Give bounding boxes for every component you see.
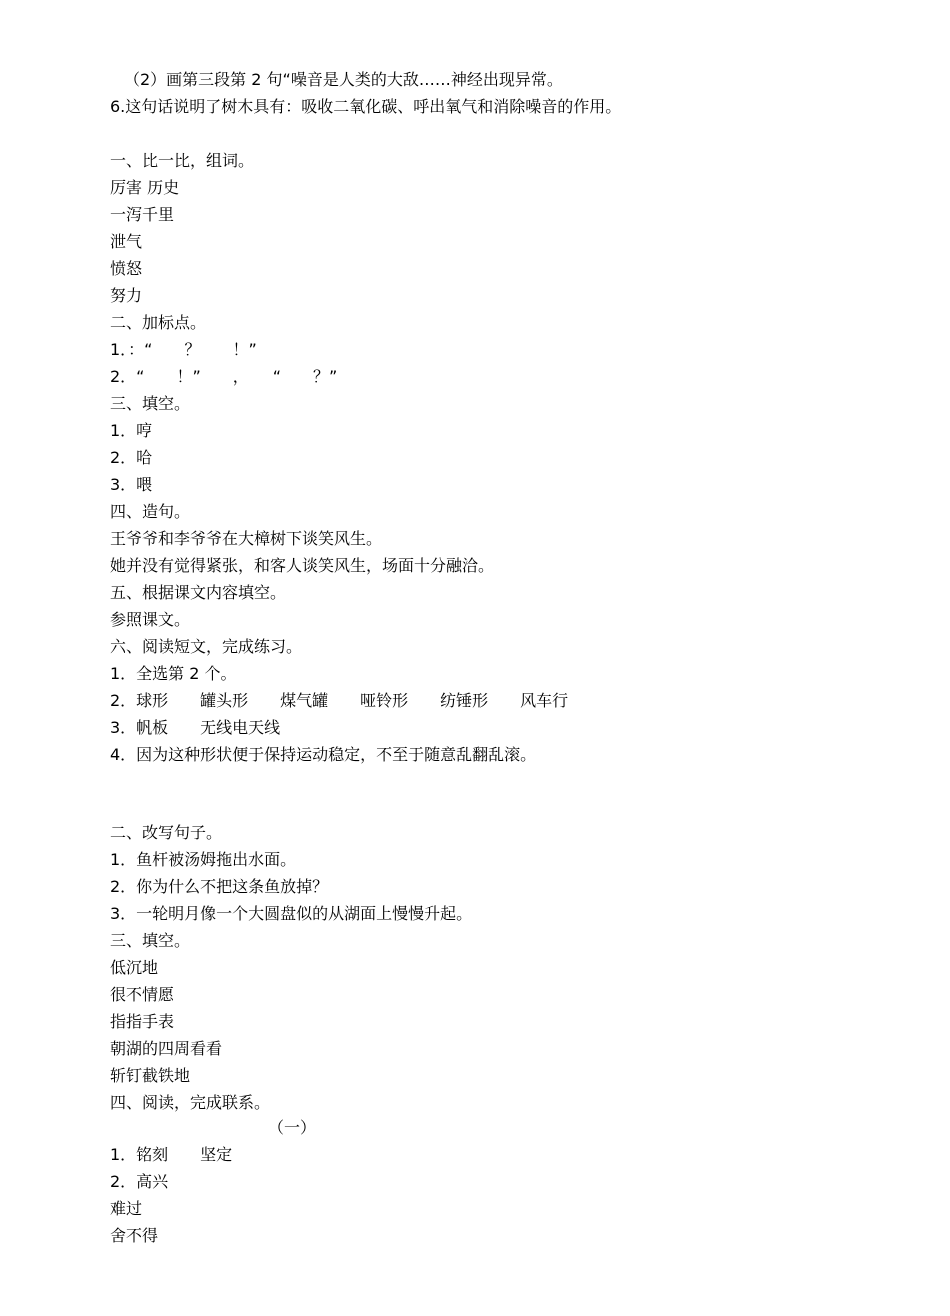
text-line: 难过 <box>110 1199 143 1218</box>
text-line: 一泻千里 <box>110 205 175 224</box>
section-heading: 一、比一比，组词。 <box>110 151 255 170</box>
text-line: 1．：“ ？ ！” <box>110 340 257 359</box>
text-line: 2．你为什么不把这条鱼放掉？ <box>110 877 329 896</box>
text-line: 3．帆板 无线电天线 <box>110 718 281 737</box>
section-heading: 四、阅读，完成联系。 <box>110 1093 271 1112</box>
subsection-heading: （一） <box>268 1118 317 1137</box>
text-line: （2）画第三段第 2 句“噪音是人类的大敌……神经出现异常。 <box>124 70 563 89</box>
text-line: 厉害 历史 <box>110 178 180 197</box>
text-line: 王爷爷和李爷爷在大樟树下谈笑风生。 <box>110 529 383 548</box>
section-heading: 三、填空。 <box>110 394 191 413</box>
section-heading: 五、根据课文内容填空。 <box>110 583 287 602</box>
text-line: 6.这句话说明了树木具有：吸收二氧化碳、呼出氧气和消除噪音的作用。 <box>110 97 622 116</box>
text-line: 3．一轮明月像一个大圆盘似的从湖面上慢慢升起。 <box>110 904 473 923</box>
section-heading: 三、填空。 <box>110 931 191 950</box>
text-line: 4．因为这种形状便于保持运动稳定，不至于随意乱翻乱滚。 <box>110 745 537 764</box>
text-line: 斩钉截铁地 <box>110 1066 191 1085</box>
text-line: 2．高兴 <box>110 1172 169 1191</box>
text-line: 1．铭刻 坚定 <box>110 1145 233 1164</box>
text-line: 1．哼 <box>110 421 153 440</box>
text-line: 1．鱼杆被汤姆拖出水面。 <box>110 850 297 869</box>
text-line: 指指手表 <box>110 1012 175 1031</box>
text-line: 舍不得 <box>110 1226 159 1245</box>
text-line: 愤怒 <box>110 259 143 278</box>
text-line: 泄气 <box>110 232 143 251</box>
section-heading: 二、加标点。 <box>110 313 207 332</box>
text-line: 1．全选第 2 个。 <box>110 664 237 683</box>
section-heading: 六、阅读短文，完成练习。 <box>110 637 303 656</box>
text-line: 低沉地 <box>110 958 159 977</box>
text-line: 2．哈 <box>110 448 153 467</box>
text-line: 2．球形 罐头形 煤气罐 哑铃形 纺锤形 风车行 <box>110 691 569 710</box>
text-line: 她并没有觉得紧张，和客人谈笑风生，场面十分融洽。 <box>110 556 495 575</box>
text-line: 参照课文。 <box>110 610 191 629</box>
text-line: 朝湖的四周看看 <box>110 1039 223 1058</box>
text-line: 3．喂 <box>110 475 153 494</box>
text-line: 2．“ ！” ， “ ？” <box>110 367 338 386</box>
text-line: 努力 <box>110 286 143 305</box>
section-heading: 二、改写句子。 <box>110 823 223 842</box>
section-heading: 四、造句。 <box>110 502 191 521</box>
text-line: 很不情愿 <box>110 985 175 1004</box>
